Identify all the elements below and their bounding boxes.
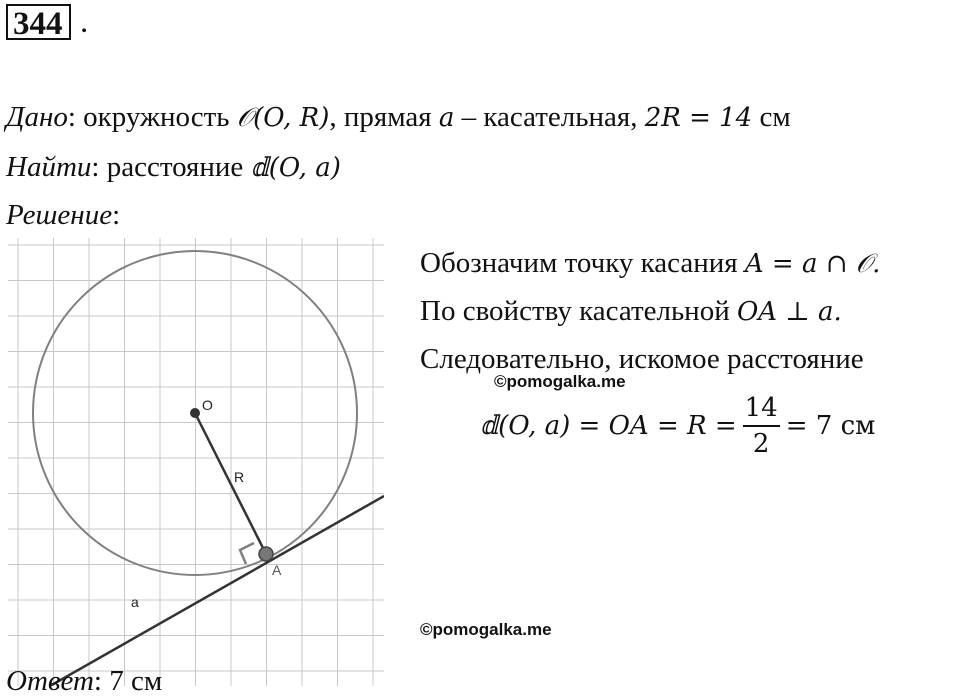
- answer-label: Ответ: [6, 665, 94, 697]
- label-a: a: [131, 594, 139, 610]
- answer-line: [6, 666, 162, 696]
- explanation-math-1: A = a ∩ 𝒪.: [744, 249, 881, 279]
- fraction-numerator: 14: [743, 391, 780, 427]
- explanation-math-2: OA ⊥ a.: [736, 297, 842, 327]
- solution-label: Решение: [6, 199, 113, 231]
- problem-number: 344: [6, 4, 71, 40]
- answer-colon: :: [93, 665, 102, 697]
- given-text-3: – касательная,: [454, 101, 645, 133]
- find-label: Найти: [6, 151, 92, 183]
- explanation-line-2: [420, 294, 842, 329]
- given-text-2: , прямая: [329, 101, 439, 133]
- problem-number-dot: .: [80, 4, 89, 40]
- explanation-line-3: Следовательно, искомое расстояние: [420, 343, 864, 375]
- find-text: расстояние: [99, 151, 251, 183]
- given-colon: :: [67, 101, 76, 133]
- tangent-point: [259, 547, 273, 561]
- geometry-figure: [0, 236, 395, 686]
- given-equation: 2R = 14: [644, 103, 753, 133]
- find-colon: :: [91, 151, 100, 183]
- formula-left: 𝕕(O, a) = OA = R =: [480, 411, 737, 441]
- given-text-1: окружность: [75, 101, 237, 133]
- fraction: [743, 391, 780, 461]
- explanation-line-1: [420, 246, 880, 281]
- given-circle: 𝒪(O, R): [236, 103, 330, 133]
- formula-right: = 7 см: [785, 411, 876, 441]
- label-O: O: [202, 397, 213, 413]
- solution-line: [6, 198, 120, 232]
- solution-colon: :: [112, 199, 121, 231]
- given-label: Дано: [6, 101, 68, 133]
- label-R: R: [234, 469, 245, 485]
- explanation-text-1: Обозначим точку касания: [420, 247, 745, 279]
- center-point: [190, 408, 200, 418]
- given-line-name: a: [438, 103, 455, 133]
- find-expression: 𝕕(O, a): [250, 153, 341, 183]
- given-line: [6, 100, 791, 135]
- formula: [480, 386, 875, 466]
- tangent-line: [50, 496, 384, 686]
- grid: [8, 238, 395, 686]
- answer-value: 7 см: [101, 665, 163, 697]
- explanation-text-2: По свойству касательной: [420, 295, 737, 327]
- right-angle-mark: [240, 543, 254, 564]
- fraction-denominator: 2: [752, 429, 770, 459]
- given-unit: см: [752, 101, 791, 133]
- watermark-bottom: ©pomogalka.me: [420, 620, 552, 639]
- find-line: [6, 150, 341, 185]
- label-A: A: [272, 562, 282, 578]
- watermark-top: ©pomogalka.me: [494, 372, 626, 391]
